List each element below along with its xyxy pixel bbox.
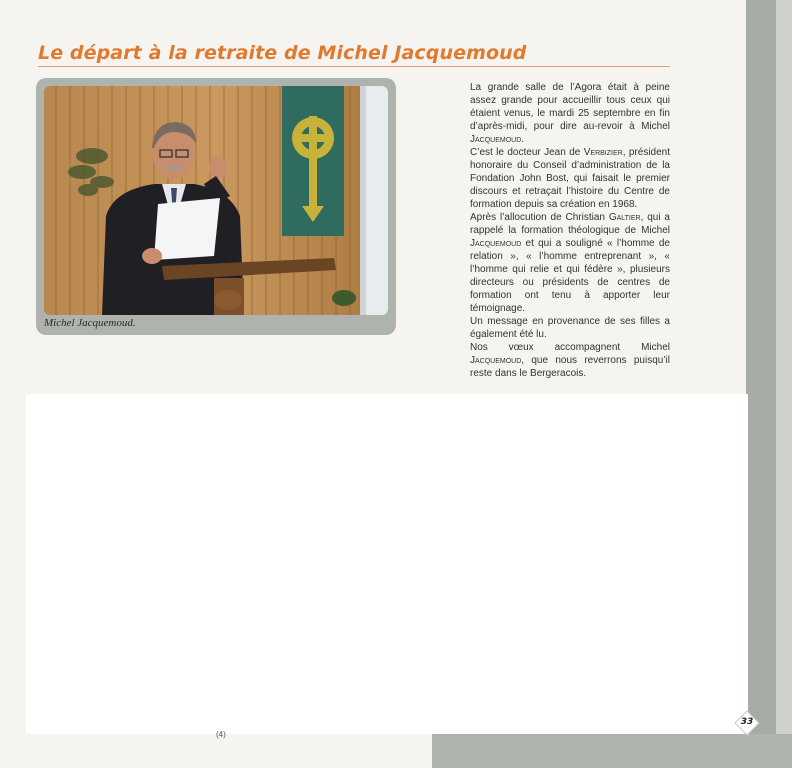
title-rule — [38, 66, 670, 67]
paragraph-text: , président honoraire du Conseil d’administration de la Fondation John Bost, qui faisait le premier discours et retraçait l’histoire du Centre de formation depuis sa création en 1968. — [470, 147, 671, 210]
article-paragraph — [470, 315, 670, 341]
paragraph-text: et qui a souligné « l’homme de relation », « l’homme entreprenant », « l’homme qui relie et qui fédère », plusieurs directeurs ou présidents de centres de formation ont tenu à apporter leur témoignage. — [470, 238, 670, 314]
paragraph-text: . — [521, 134, 525, 145]
folio-mark: (4) — [216, 730, 226, 739]
page-number-badge — [734, 710, 760, 736]
bottom-margin-band — [432, 734, 792, 768]
article-paragraph — [470, 211, 670, 315]
article-title: Le départ à la retraite de Michel Jacquemoud — [38, 42, 527, 64]
article-paragraph — [470, 81, 670, 146]
paragraph-text: Après l’allocution de Christian — [470, 212, 609, 223]
paragraph-text: C’est le docteur Jean de — [470, 147, 584, 158]
person-name: Jacquemoud — [470, 355, 522, 366]
paragraph-text: La grande salle de l’Agora était à peine assez grande pour accueillir tous ceux qui étaient venus, le mardi 25 septembre en fin d’après-midi, pour dire au-revoir à Michel — [470, 82, 670, 132]
blank-area — [26, 394, 748, 734]
article-body — [470, 81, 670, 380]
photo-caption: Michel Jacquemoud. — [44, 317, 136, 329]
page-number: 33 — [740, 717, 754, 727]
paragraph-text: , qui a rappelé la formation théologique de Michel — [470, 212, 670, 236]
paragraph-text: Un message en provenance de ses filles a également été lu. — [470, 316, 670, 340]
photo-frame — [36, 78, 396, 335]
right-margin-band — [746, 0, 792, 768]
person-name: Verbizier — [583, 147, 623, 158]
article-paragraph — [470, 146, 670, 211]
speaker-photo-illustration — [44, 86, 388, 315]
paragraph-text: , que nous reverrons puisqu’il reste dans le Bergeracois. — [470, 355, 670, 379]
person-name: Galtier — [608, 212, 641, 223]
person-name: Jacquemoud — [470, 238, 522, 249]
article-paragraph — [470, 341, 670, 380]
person-name: Jacquemoud — [470, 134, 522, 145]
speaker-photo — [44, 86, 388, 315]
paragraph-text: Nos vœux accompagnent Michel — [470, 342, 670, 353]
